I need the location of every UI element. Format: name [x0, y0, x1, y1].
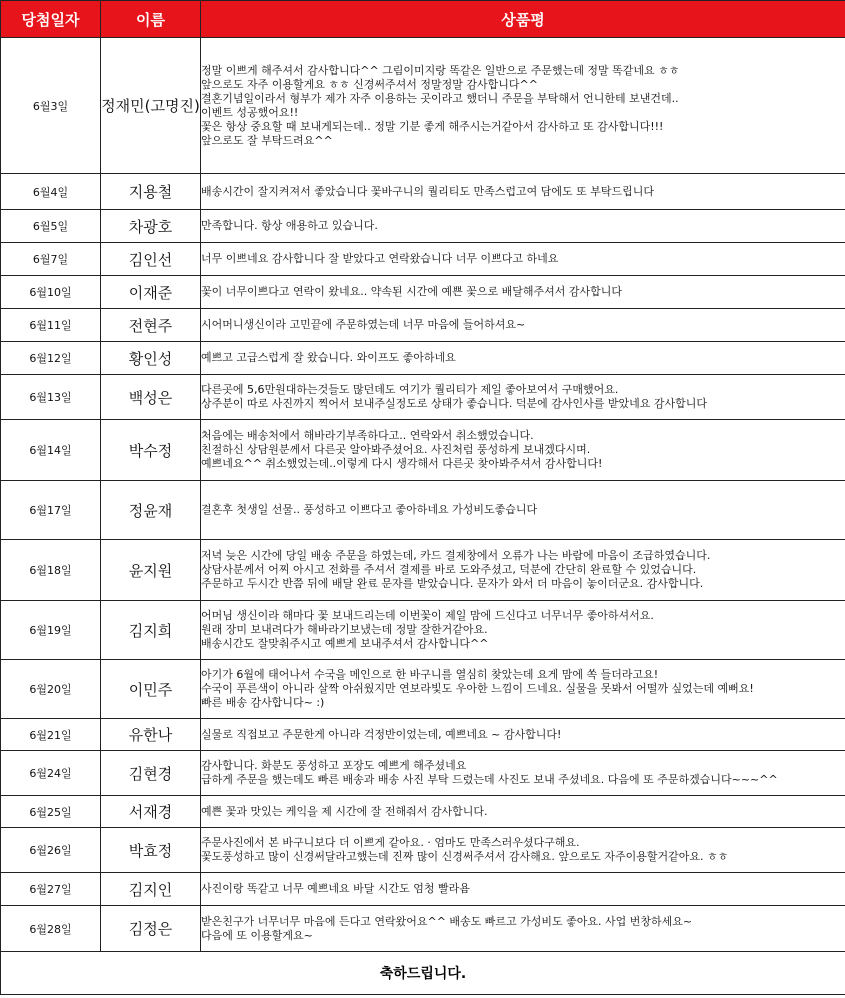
review-line: 감사합니다. 화분도 풍성하고 포장도 예쁘게 해주셨네요	[201, 759, 467, 772]
review-text	[201, 38, 845, 174]
winner-date: 6월4일	[1, 174, 101, 210]
review-text	[201, 210, 845, 243]
winner-name: 백성은	[101, 375, 201, 420]
review-line: 꽃도풍성하고 많이 신경써달라고했는데 진짜 많이 신경써주셔서 감사해요. 앞으로도 자주이용할거같아요. ㅎㅎ	[201, 850, 729, 863]
winner-name: 김현경	[101, 751, 201, 796]
table-row	[1, 828, 845, 873]
review-line: 배송시간도 잘맞춰주시고 예쁘게 보내주셔서 감사합니다^^	[201, 637, 489, 650]
review-line: 앞으로도 자주 이용할게요 ㅎㅎ 신경써주셔서 정말정말 감사합니다^^	[201, 77, 538, 91]
table-row	[1, 420, 845, 481]
review-text	[201, 276, 845, 309]
review-line: 예쁘고 고급스럽게 잘 왔습니다. 와이프도 좋아하네요	[201, 351, 456, 364]
winner-name: 김지희	[101, 601, 201, 660]
review-line: 처음에는 배송처에서 해바라기부족하다고.. 연락와서 취소했었습니다.	[201, 429, 534, 442]
review-line: 친절하신 상담원분께서 다른곳 알아봐주셨어요. 사진처럼 풍성하게 보내겠다시며.	[201, 443, 591, 456]
table-row	[1, 540, 845, 601]
header-date: 당첨일자	[1, 1, 101, 38]
winner-date: 6월14일	[1, 420, 101, 481]
table-row	[1, 481, 845, 540]
review-text	[201, 828, 845, 873]
table-row	[1, 174, 845, 210]
review-line: 주문하고 두시간 반쯤 뒤에 배달 완료 문자를 받았습니다. 문자가 와서 더 마음이 놓이더군요. 감사합니다.	[201, 577, 704, 590]
table-row	[1, 906, 845, 952]
review-line: 빠른 배송 감사합니다~ :)	[201, 696, 325, 709]
review-text	[201, 420, 845, 481]
review-line: 실물로 직접보고 주문한게 아니라 걱정반이었는데, 예쁘네요 ~ 감사합니다!	[201, 727, 562, 741]
review-line: 정말 이쁘게 해주셔서 감사합니다^^ 그림이미지랑 똑같은 일반으로 주문했는데 정말 똑같네요 ㅎㅎ	[201, 63, 680, 77]
header-review: 상품평	[201, 1, 845, 38]
winner-date: 6월18일	[1, 540, 101, 601]
table-row	[1, 342, 845, 375]
review-line: 배송시간이 잘지켜져서 좋았습니다 꽃바구니의 퀄리티도 만족스럽고여 담에도 또 부탁드립니다	[201, 184, 655, 198]
review-text	[201, 309, 845, 342]
review-line: 결혼기념일이라서 형부가 제가 자주 이용하는 곳이라고 했더니 주문을 부탁해서 언니한테 보낸건데..	[201, 91, 679, 105]
review-line: 꽃이 너무이쁘다고 연락이 왔네요.. 약속된 시간에 예쁜 꽃으로 배달해주셔서 감사합니다	[201, 285, 622, 298]
review-line: 예쁘네요^^ 취소했었는데..이렇게 다시 생각해서 다른곳 찾아봐주셔서 감사합니다!	[201, 457, 603, 470]
winner-date: 6월3일	[1, 38, 101, 174]
winner-name: 전현주	[101, 309, 201, 342]
review-line: 받은친구가 너무너무 마음에 든다고 연락왔어요^^ 배송도 빠르고 가성비도 좋아요. 사업 번창하세요~	[201, 914, 693, 928]
review-line: 결혼후 첫생일 선물.. 풍성하고 이쁘다고 좋아하네요 가성비도좋습니다	[201, 503, 538, 516]
winner-name: 이재준	[101, 276, 201, 309]
review-text	[201, 873, 845, 906]
table-row	[1, 796, 845, 828]
review-text	[201, 906, 845, 952]
review-line: 너무 이쁘네요 감사합니다 잘 받았다고 연락왔습니다 너무 이쁘다고 하네요	[201, 252, 559, 265]
table-row	[1, 660, 845, 719]
review-text	[201, 174, 845, 210]
winner-name: 유한나	[101, 719, 201, 751]
winner-date: 6월19일	[1, 601, 101, 660]
table-row	[1, 873, 845, 906]
winner-name: 정윤재	[101, 481, 201, 540]
review-text	[201, 660, 845, 719]
table-row	[1, 243, 845, 276]
winner-name: 이민주	[101, 660, 201, 719]
winner-date: 6월11일	[1, 309, 101, 342]
header-name: 이름	[101, 1, 201, 38]
winner-name: 박수정	[101, 420, 201, 481]
review-text	[201, 751, 845, 796]
winner-date: 6월20일	[1, 660, 101, 719]
table-row	[1, 601, 845, 660]
review-line: 다음에 또 이용할게요~	[201, 928, 313, 942]
review-line: 만족합니다. 항상 애용하고 있습니다.	[201, 219, 378, 232]
review-line: 저녁 늦은 시간에 당일 배송 주문을 하였는데, 카드 결제창에서 오류가 나는 바람에 마음이 조급하였습니다.	[201, 549, 711, 562]
review-text	[201, 342, 845, 375]
review-text	[201, 796, 845, 828]
winner-date: 6월7일	[1, 243, 101, 276]
review-line: 주문사진에서 본 바구니보다 더 이쁘게 같아요. · 엄마도 만족스러우셨다구해요.	[201, 836, 580, 849]
table-header-row	[1, 1, 845, 38]
review-line: 이벤트 성공했어요!!	[201, 105, 299, 119]
review-line: 아기가 6월에 태어나서 수국을 메인으로 한 바구니를 열심히 찾았는데 요게 맘에 쏙 들더라고요!	[201, 668, 659, 681]
winner-date: 6월28일	[1, 906, 101, 952]
table-row	[1, 210, 845, 243]
review-line: 수국이 푸른색이 아니라 살짝 아쉬웠지만 연보라빛도 우아한 느낌이 드네요. 실물을 못봐서 어떨까 싶었는데 예뻐요!	[201, 682, 754, 695]
winner-date: 6월27일	[1, 873, 101, 906]
winner-date: 6월13일	[1, 375, 101, 420]
review-line: 사진이랑 똑같고 너무 예쁘네요 바달 시간도 엄청 빨라욤	[201, 882, 470, 895]
review-line: 상주분이 따로 사진까지 찍어서 보내주실정도로 상태가 좋습니다. 덕분에 감사인사를 받았네요 감사합니다	[201, 397, 708, 410]
winner-name: 김정은	[101, 906, 201, 952]
table-row	[1, 276, 845, 309]
winner-date: 6월12일	[1, 342, 101, 375]
review-line: 앞으로도 잘 부탁드려요^^	[201, 133, 333, 147]
table-row	[1, 751, 845, 796]
winner-name: 황인성	[101, 342, 201, 375]
winner-name: 정재민(고명진)	[101, 38, 201, 174]
review-line: 급하게 주문을 했는데도 빠른 배송과 배송 사진 부탁 드렸는데 사진도 보내 주셨네요. 다음에 또 주문하겠습니다~~~^^	[201, 773, 778, 786]
winner-name: 차광호	[101, 210, 201, 243]
winner-name: 윤지원	[101, 540, 201, 601]
winner-date: 6월21일	[1, 719, 101, 751]
table-row	[1, 719, 845, 751]
winner-date: 6월10일	[1, 276, 101, 309]
winner-date: 6월25일	[1, 796, 101, 828]
review-text	[201, 601, 845, 660]
winner-date: 6월5일	[1, 210, 101, 243]
table-row	[1, 38, 845, 174]
table-row	[1, 309, 845, 342]
review-line: 상담사분께서 어찌 아시고 전화를 주셔서 결제를 바로 도와주셨고, 덕분에 간단히 완료할 수 있었습니다.	[201, 563, 697, 576]
review-line: 시어머니생신이라 고민끝에 주문하였는데 너무 마음에 들어하셔요~	[201, 318, 526, 331]
winner-date: 6월24일	[1, 751, 101, 796]
winner-date: 6월26일	[1, 828, 101, 873]
winner-name: 박효정	[101, 828, 201, 873]
winner-name: 서재경	[101, 796, 201, 828]
review-text	[201, 481, 845, 540]
winner-name: 김지인	[101, 873, 201, 906]
congrats-message: 축하드립니다.	[1, 952, 845, 995]
review-line: 다른곳에 5,6만원대하는것들도 많던데도 여기가 퀄리티가 제일 좋아보여서 구매했어요.	[201, 383, 619, 396]
review-text	[201, 375, 845, 420]
review-line: 예쁜 꽃과 맛있는 케익을 제 시간에 잘 전해줘서 감사합니다.	[201, 804, 488, 818]
review-line: 꽃은 항상 중요할 때 보내게되는데.. 정말 기분 좋게 해주시는거같아서 감사하고 또 감사합니다!!!	[201, 119, 664, 133]
winner-date: 6월17일	[1, 481, 101, 540]
winner-name: 김인선	[101, 243, 201, 276]
review-line: 어머님 생신이라 해마다 꽃 보내드리는데 이번꽃이 제일 맘에 드신다고 너무너무 좋아하셔서요.	[201, 609, 654, 622]
winner-name: 지용철	[101, 174, 201, 210]
review-text	[201, 719, 845, 751]
footer-row	[1, 952, 845, 995]
table-row	[1, 375, 845, 420]
review-text	[201, 243, 845, 276]
review-line: 원래 장미 보내려다가 해바라기보냈는데 정말 잘한거같아요.	[201, 623, 488, 636]
review-text	[201, 540, 845, 601]
